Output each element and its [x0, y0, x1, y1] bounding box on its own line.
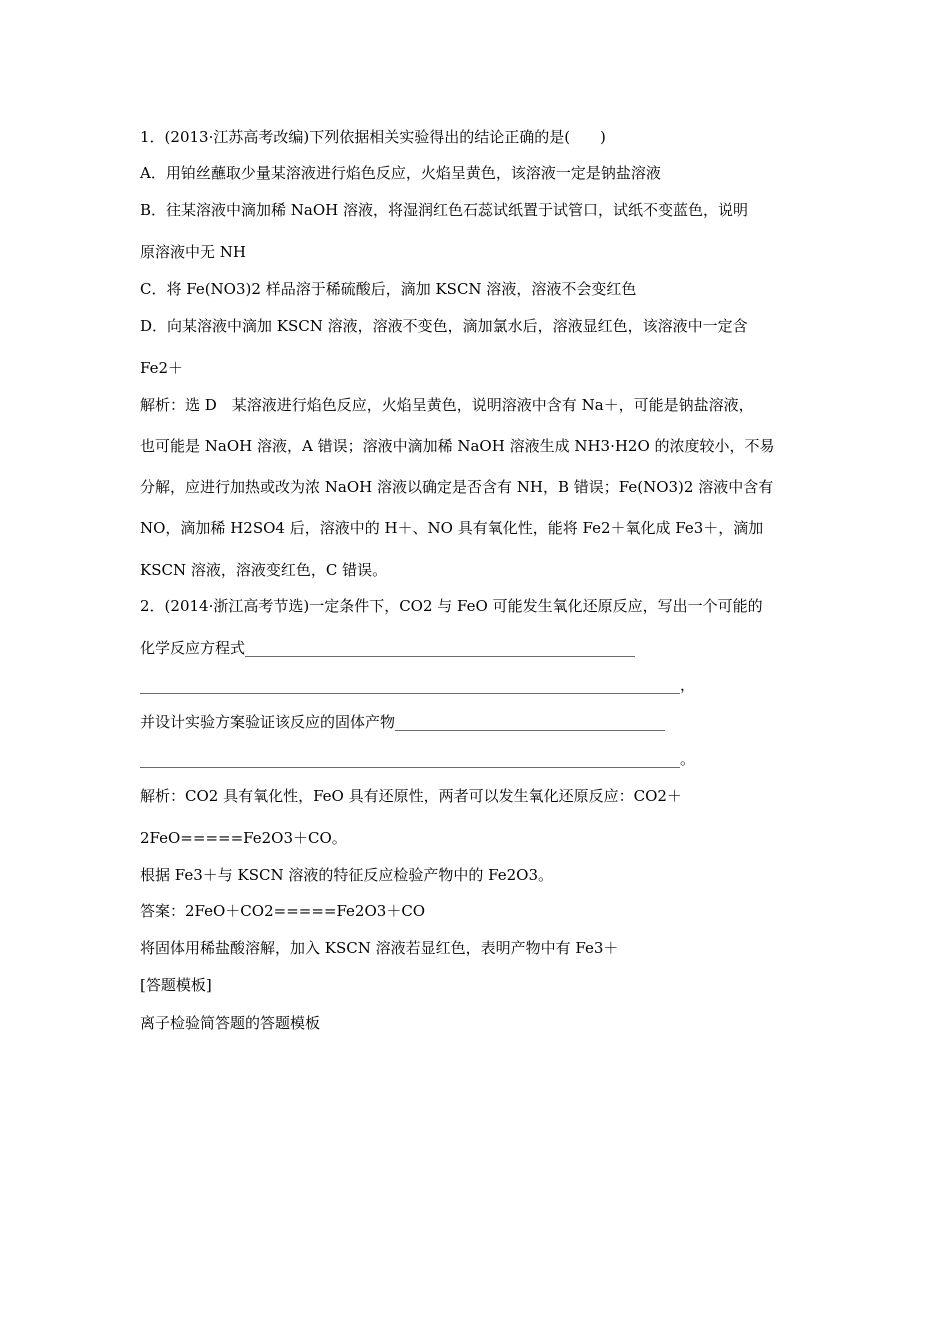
q1-option-b-line2: 原溶液中无 NH — [140, 243, 246, 261]
q1-analysis-line4: NO，滴加稀 H2SO4 后，溶液中的 H＋、NO 具有氧化性，能将 Fe2＋氧化成 Fe3＋，滴加 — [140, 519, 764, 537]
template-heading: [答题模板] — [140, 976, 212, 994]
q2-blank-line2: ________________________________________________________________________。 — [140, 750, 696, 768]
q2-stem-line2: 化学反应方程式____________________________________________________ — [140, 639, 636, 657]
q2-blank-line1: ________________________________________________________________________， — [140, 676, 696, 694]
q2-analysis-line3: 根据 Fe3＋与 KSCN 溶液的特征反应检验产物中的 Fe2O3。 — [140, 866, 554, 884]
template-title: 离子检验简答题的答题模板 — [140, 1014, 321, 1032]
q1-analysis-line3: 分解，应进行加热或改为浓 NaOH 溶液以确定是否含有 NH，B 错误；Fe(NO3)2 溶液中含有 — [140, 478, 774, 496]
q1-option-d-line1: D．向某溶液中滴加 KSCN 溶液，溶液不变色，滴加氯水后，溶液显红色，该溶液中一定含 — [140, 317, 748, 335]
q1-analysis-line2: 也可能是 NaOH 溶液，A 错误；溶液中滴加稀 NaOH 溶液生成 NH3·H2O 的浓度较小，不易 — [140, 437, 775, 455]
q2-analysis-line2: 2FeO=====Fe2O3＋CO。 — [140, 829, 347, 847]
q1-analysis-line1: 解析：选 D 某溶液进行焰色反应，火焰呈黄色，说明溶液中含有 Na＋，可能是钠盐溶液， — [140, 396, 754, 414]
q2-stem-line3: 并设计实验方案验证该反应的固体产物____________________________________ — [140, 713, 666, 731]
q2-answer-line1: 答案：2FeO＋CO2=====Fe2O3＋CO — [140, 902, 426, 920]
q2-analysis-line1: 解析：CO2 具有氧化性，FeO 具有还原性，两者可以发生氧化还原反应：CO2＋ — [140, 787, 682, 805]
q1-option-c: C．将 Fe(NO3)2 样品溶于稀硫酸后，滴加 KSCN 溶液，溶液不会变红色 — [140, 280, 637, 298]
q1-stem: 1．(2013·江苏高考改编)下列依据相关实验得出的结论正确的是( ) — [140, 128, 606, 146]
q1-option-b-line1: B．往某溶液中滴加稀 NaOH 溶液，将湿润红色石蕊试纸置于试管口，试纸不变蓝色，说明 — [140, 201, 749, 219]
q1-option-a: A．用铂丝蘸取少量某溶液进行焰色反应，火焰呈黄色，该溶液一定是钠盐溶液 — [140, 164, 661, 182]
q1-option-d-line2: Fe2＋ — [140, 359, 184, 377]
q2-stem-line1: 2．(2014·浙江高考节选)一定条件下，CO2 与 FeO 可能发生氧化还原反应，写出一个可能的 — [140, 597, 763, 615]
q2-answer-line2: 将固体用稀盐酸溶解，加入 KSCN 溶液若显红色，表明产物中有 Fe3＋ — [140, 939, 619, 957]
q1-analysis-line5: KSCN 溶液，溶液变红色，C 错误。 — [140, 561, 388, 579]
